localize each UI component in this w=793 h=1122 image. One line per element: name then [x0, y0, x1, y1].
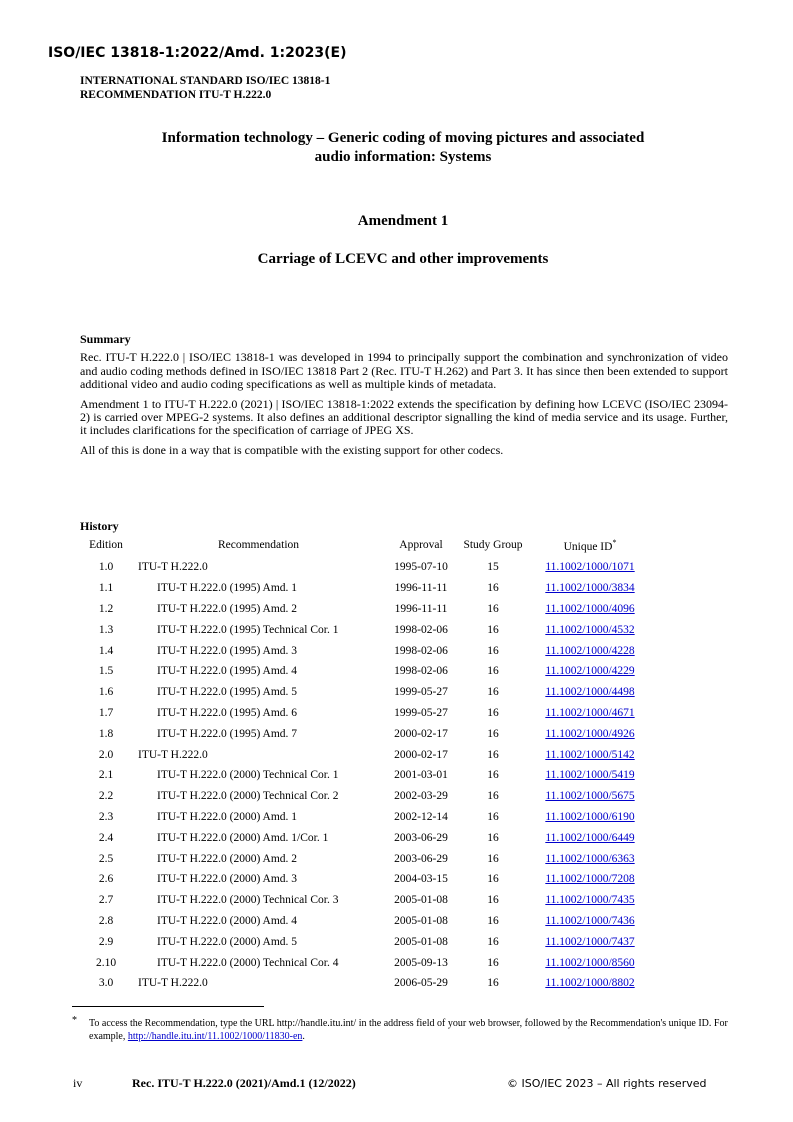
footnote-marker: *: [612, 537, 617, 547]
recommendation-cell: ITU-T H.222.0 (2000) Technical Cor. 1: [157, 769, 339, 782]
unique-id-cell: [529, 599, 651, 620]
unique-id-cell: [529, 640, 651, 661]
column-header-unique-id: [529, 533, 651, 557]
amendment-title: Amendment 1: [357, 213, 449, 229]
approval-cell: 1999-05-27: [394, 706, 448, 719]
recommendation-cell: ITU-T H.222.0 (2000) Amd. 1: [157, 810, 298, 823]
main-title: [80, 129, 726, 167]
edition-cell: 2.10: [95, 956, 117, 969]
edition-cell: 2.2: [98, 790, 114, 803]
history-header-row: [80, 533, 651, 557]
approval-cell: 1998-02-06: [394, 623, 448, 636]
table-row: [80, 619, 651, 640]
edition-cell: 1.5: [98, 665, 114, 678]
recommendation-cell: ITU-T H.222.0 (2000) Amd. 4: [157, 914, 298, 927]
table-row: [80, 661, 651, 682]
unique-id-link[interactable]: 11.1002/1000/4096: [545, 602, 635, 615]
study-group-cell: 16: [487, 623, 499, 636]
main-title-line-2: audio information: Systems: [314, 149, 492, 165]
table-row: [80, 744, 651, 765]
study-group-cell: 16: [487, 810, 499, 823]
approval-cell: 1998-02-06: [394, 665, 448, 678]
approval-cell: 2003-06-29: [394, 852, 448, 865]
approval-cell: 2003-06-29: [394, 831, 448, 844]
edition-cell: 2.4: [98, 831, 114, 844]
edition-cell: 1.8: [98, 727, 114, 740]
summary-heading: Summary: [80, 332, 131, 346]
study-group-cell: 16: [487, 602, 499, 615]
unique-id-cell: [529, 848, 651, 869]
summary-paragraph: Amendment 1 to ITU-T H.222.0 (2021) | ISO/IEC 13818-1:2022 extends the specification by defining how LCEVC (ISO/IEC 23094-2) is carried over MPEG-2 systems. It also defines an additional descriptor signalling the kind of media service and its usage. Further, it includes clarifications for the specification of carriage of JPEG XS.: [80, 396, 728, 438]
recommendation-cell: ITU-T H.222.0 (1995) Amd. 3: [157, 644, 298, 657]
study-group-cell: 16: [487, 894, 499, 907]
study-group-cell: 16: [487, 914, 499, 927]
study-group-cell: 16: [487, 873, 499, 886]
table-row: [80, 703, 651, 724]
unique-id-cell: [529, 703, 651, 724]
approval-cell: 1996-11-11: [394, 602, 448, 615]
unique-id-cell: [529, 869, 651, 890]
column-header-edition: Edition: [89, 539, 123, 551]
unique-id-link[interactable]: 11.1002/1000/3834: [545, 582, 635, 595]
study-group-cell: 16: [487, 956, 499, 969]
approval-cell: 2002-12-14: [394, 810, 448, 823]
unique-id-cell: [529, 911, 651, 932]
recommendation-cell: ITU-T H.222.0: [138, 561, 208, 574]
unique-id-cell: [529, 952, 651, 973]
study-group-cell: 16: [487, 790, 499, 803]
recommendation-cell: ITU-T H.222.0 (1995) Amd. 1: [157, 582, 298, 595]
unique-id-link[interactable]: 11.1002/1000/4229: [545, 665, 635, 678]
unique-id-link[interactable]: 11.1002/1000/7208: [545, 873, 635, 886]
standard-line-2: RECOMMENDATION ITU-T H.222.0: [80, 89, 272, 101]
recommendation-cell: ITU-T H.222.0 (2000) Amd. 3: [157, 873, 298, 886]
edition-cell: 3.0: [98, 977, 114, 990]
study-group-cell: 16: [487, 748, 499, 761]
table-row: [80, 723, 651, 744]
study-group-cell: 16: [487, 727, 499, 740]
edition-cell: 2.3: [98, 810, 114, 823]
table-row: [80, 973, 651, 994]
table-row: [80, 869, 651, 890]
summary-paragraph: Rec. ITU-T H.222.0 | ISO/IEC 13818-1 was developed in 1994 to principally support the combination and synchronization of video and audio coding methods defined in ISO/IEC 13818 Part 2 (Rec. ITU-T H.262) and Part 3. It has since then been extended to support additional video and audio coding specifications as well as multiple kinds of metadata.: [80, 350, 728, 392]
unique-id-cell: [529, 765, 651, 786]
unique-id-cell: [529, 807, 651, 828]
unique-id-link[interactable]: 11.1002/1000/4498: [545, 686, 635, 699]
unique-id-label: Unique ID: [563, 540, 613, 553]
page-number: iv: [73, 1076, 83, 1090]
unique-id-cell: [529, 682, 651, 703]
recommendation-cell: ITU-T H.222.0 (2000) Amd. 1/Cor. 1: [157, 831, 329, 844]
recommendation-cell: ITU-T H.222.0: [138, 748, 208, 761]
approval-cell: 2005-09-13: [394, 956, 448, 969]
table-row: [80, 807, 651, 828]
summary-paragraph: All of this is done in a way that is compatible with the existing support for other codecs.: [80, 442, 504, 457]
table-row: [80, 640, 651, 661]
unique-id-cell: [529, 973, 651, 994]
unique-id-link[interactable]: 11.1002/1000/6449: [545, 831, 635, 844]
unique-id-cell: [529, 578, 651, 599]
edition-cell: 2.6: [98, 873, 114, 886]
approval-cell: 2000-02-17: [394, 727, 448, 740]
study-group-cell: 16: [487, 686, 499, 699]
unique-id-link[interactable]: 11.1002/1000/6363: [545, 852, 635, 865]
recommendation-cell: ITU-T H.222.0 (1995) Amd. 2: [157, 602, 298, 615]
edition-cell: 1.6: [98, 686, 114, 699]
approval-cell: 1999-05-27: [394, 686, 448, 699]
approval-cell: 2005-01-08: [394, 894, 448, 907]
recommendation-cell: ITU-T H.222.0 (2000) Technical Cor. 3: [157, 894, 339, 907]
unique-id-link[interactable]: 11.1002/1000/1071: [545, 561, 635, 574]
unique-id-link[interactable]: 11.1002/1000/4532: [545, 623, 635, 636]
table-row: [80, 911, 651, 932]
column-header-recommendation: Recommendation: [217, 539, 300, 551]
unique-id-cell: [529, 723, 651, 744]
unique-id-cell: [529, 786, 651, 807]
unique-id-cell: [529, 931, 651, 952]
edition-cell: 1.7: [98, 706, 114, 719]
study-group-cell: 16: [487, 706, 499, 719]
column-header-study-group: Study Group: [463, 539, 523, 551]
unique-id-link[interactable]: 11.1002/1000/4926: [545, 727, 635, 740]
unique-id-link[interactable]: 11.1002/1000/7436: [545, 914, 635, 927]
recommendation-cell: ITU-T H.222.0 (1995) Amd. 4: [157, 665, 298, 678]
edition-cell: 2.7: [98, 894, 114, 907]
edition-cell: 2.1: [98, 769, 114, 782]
summary-section: [80, 333, 728, 463]
column-header-approval: Approval: [399, 539, 443, 551]
unique-id-cell: [529, 744, 651, 765]
footnote-text-body: To access the Recommendation, type the URL http://handle.itu.int/ in the address field of your web browser, followed by the Recommendation's unique ID. For example,: [89, 1018, 728, 1042]
approval-cell: 2005-01-08: [394, 914, 448, 927]
document-id: ISO/IEC 13818-1:2022/Amd. 1:2023(E): [48, 45, 347, 61]
unique-id-link[interactable]: 11.1002/1000/4228: [545, 644, 635, 657]
footer-copyright: © ISO/IEC 2023 – All rights reserved: [507, 1077, 707, 1090]
edition-cell: 1.0: [98, 561, 114, 574]
edition-cell: 2.8: [98, 914, 114, 927]
approval-cell: 2005-01-08: [394, 935, 448, 948]
footer-recommendation: Rec. ITU-T H.222.0 (2021)/Amd.1 (12/2022): [132, 1076, 356, 1090]
study-group-cell: 16: [487, 977, 499, 990]
unique-id-link[interactable]: 11.1002/1000/5142: [545, 748, 635, 761]
approval-cell: 1995-07-10: [394, 561, 448, 574]
edition-cell: 1.3: [98, 623, 114, 636]
main-title-line-1: Information technology – Generic coding of moving pictures and associated: [161, 130, 645, 146]
history-table: [80, 533, 651, 994]
study-group-cell: 16: [487, 582, 499, 595]
table-row: [80, 599, 651, 620]
footnote-text: [89, 1018, 732, 1043]
table-row: [80, 848, 651, 869]
study-group-cell: 16: [487, 769, 499, 782]
recommendation-cell: ITU-T H.222.0 (1995) Amd. 7: [157, 727, 298, 740]
study-group-cell: 16: [487, 665, 499, 678]
unique-id-link[interactable]: 11.1002/1000/7437: [545, 935, 635, 948]
footnote: [72, 1015, 732, 1043]
edition-cell: 2.5: [98, 852, 114, 865]
recommendation-cell: ITU-T H.222.0: [138, 977, 208, 990]
unique-id-link[interactable]: 11.1002/1000/5419: [545, 769, 635, 782]
edition-cell: 1.2: [98, 602, 114, 615]
standard-line-1: INTERNATIONAL STANDARD ISO/IEC 13818-1: [80, 75, 331, 87]
study-group-cell: 16: [487, 935, 499, 948]
approval-cell: 2000-02-17: [394, 748, 448, 761]
table-row: [80, 786, 651, 807]
approval-cell: 2002-03-29: [394, 790, 448, 803]
unique-id-link[interactable]: 11.1002/1000/4671: [545, 706, 635, 719]
recommendation-cell: ITU-T H.222.0 (1995) Amd. 6: [157, 706, 298, 719]
footnote-text-end: .: [302, 1030, 305, 1042]
standard-lines: [80, 74, 330, 102]
approval-cell: 2001-03-01: [394, 769, 448, 782]
unique-id-cell: [529, 890, 651, 911]
edition-cell: 1.1: [98, 582, 114, 595]
recommendation-cell: ITU-T H.222.0 (1995) Technical Cor. 1: [157, 623, 339, 636]
unique-id-cell: [529, 661, 651, 682]
approval-cell: 1998-02-06: [394, 644, 448, 657]
approval-cell: 2006-05-29: [394, 977, 448, 990]
table-row: [80, 765, 651, 786]
table-row: [80, 890, 651, 911]
unique-id-link[interactable]: 11.1002/1000/6190: [545, 810, 635, 823]
study-group-cell: 16: [487, 831, 499, 844]
amendment-subtitle: Carriage of LCEVC and other improvements: [257, 251, 549, 267]
unique-id-link[interactable]: 11.1002/1000/8802: [545, 977, 635, 990]
unique-id-cell: [529, 557, 651, 578]
footnote-example-link[interactable]: http://handle.itu.int/11.1002/1000/11830-en: [127, 1030, 303, 1042]
table-row: [80, 952, 651, 973]
recommendation-cell: ITU-T H.222.0 (2000) Amd. 5: [157, 935, 298, 948]
recommendation-cell: ITU-T H.222.0 (1995) Amd. 5: [157, 686, 298, 699]
approval-cell: 2004-03-15: [394, 873, 448, 886]
table-row: [80, 827, 651, 848]
recommendation-cell: ITU-T H.222.0 (2000) Technical Cor. 2: [157, 790, 339, 803]
unique-id-cell: [529, 619, 651, 640]
footnote-mark: *: [72, 1015, 77, 1026]
unique-id-link[interactable]: 11.1002/1000/8560: [545, 956, 635, 969]
footnote-divider: [72, 1006, 264, 1007]
table-row: [80, 578, 651, 599]
edition-cell: 1.4: [98, 644, 114, 657]
approval-cell: 1996-11-11: [394, 582, 448, 595]
edition-cell: 2.9: [98, 935, 114, 948]
table-row: [80, 931, 651, 952]
unique-id-link[interactable]: 11.1002/1000/5675: [545, 790, 635, 803]
study-group-cell: 15: [487, 561, 499, 574]
recommendation-cell: ITU-T H.222.0 (2000) Amd. 2: [157, 852, 298, 865]
study-group-cell: 16: [487, 644, 499, 657]
table-row: [80, 557, 651, 578]
history-table-body: [80, 557, 651, 994]
unique-id-link[interactable]: 11.1002/1000/7435: [545, 894, 635, 907]
history-heading: History: [80, 519, 119, 533]
table-row: [80, 682, 651, 703]
unique-id-cell: [529, 827, 651, 848]
study-group-cell: 16: [487, 852, 499, 865]
recommendation-cell: ITU-T H.222.0 (2000) Technical Cor. 4: [157, 956, 339, 969]
edition-cell: 2.0: [98, 748, 114, 761]
